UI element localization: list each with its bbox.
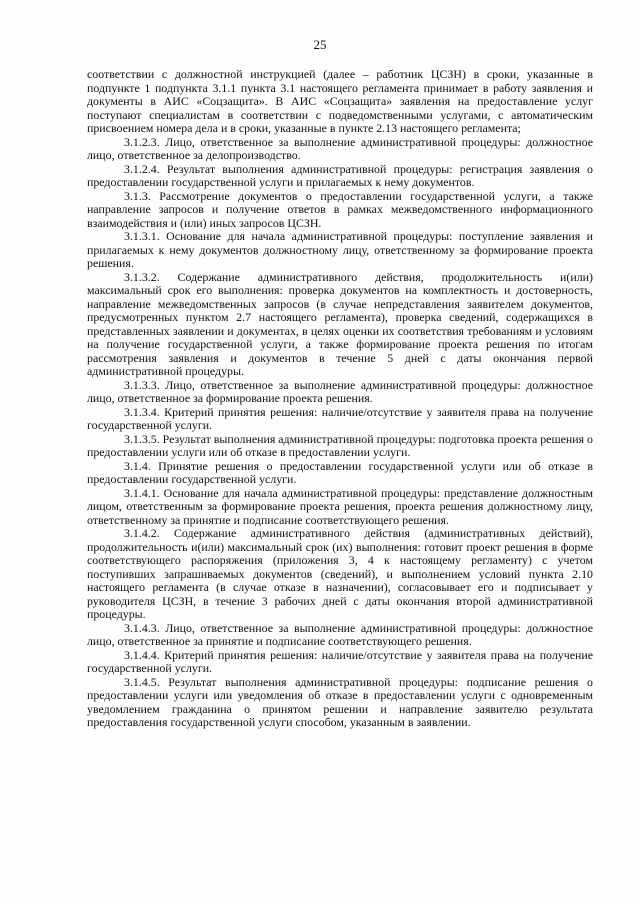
page-number: 25 xyxy=(313,37,327,52)
paragraph-3-1-4-4: 3.1.4.4. Критерий принятия решения: наличие/отсутствие у заявителя права на получение государственной услуги. xyxy=(87,647,593,675)
paragraph-3-1-3-5: 3.1.3.5. Результат выполнения административной процедуры: подготовка проекта решения о предоставлении услуги или об отказе в предоставлении услуги. xyxy=(87,431,594,459)
paragraph-3-1-3-2: 3.1.3.2. Содержание административного действия, продолжительность и(или) максимальный срок его выполнения: проверка документов на комплектность и достоверность, направление межведомственных запросов (в случае непредставления заявителем документов, предусмотренных пунктом 2.7 настоящего регламента), проверка сведений, содержащихся в представленных заявлении и документах, в целях оценки их соответствия требованиям и условиям на получение государственной услуги, а также формирование проекта решения по итогам рассмотрения заявления и документов в течение 5 дней с даты окончания первой административной процедуры. xyxy=(87,269,593,378)
paragraph-3-1-3-1: 3.1.3.1. Основание для начала административной процедуры: поступление заявления и прилагаемых к нему документов должностному лицу, ответственному за формирование проекта решения. xyxy=(87,229,593,270)
paragraph-3-1-2-3: 3.1.2.3. Лицо, ответственное за выполнение административной процедуры: должностное лицо, ответственное за делопроизводство. xyxy=(87,134,593,162)
paragraph-3-1-4-3: 3.1.4.3. Лицо, ответственное за выполнение административной процедуры: должностное лицо, ответственное за принятие и подписание соответствующего решения. xyxy=(87,620,593,648)
paragraph-3-1-4: 3.1.4. Принятие решения о предоставлении государственной услуги или об отказе в предоставлении государственной услуги. xyxy=(87,458,593,486)
paragraph-3-1-4-1: 3.1.4.1. Основание для начала административной процедуры: представление должностным лицом, ответственным за формирование проекта решения, проекта решения должностному лицу, ответственному за принятие и подписание соответствующего решения. xyxy=(87,485,593,527)
paragraph-3-1-3-3: 3.1.3.3. Лицо, ответственное за выполнение административной процедуры: должностное лицо, ответственное за формирование проекта решения. xyxy=(87,377,593,405)
paragraph-3-1-2-4: 3.1.2.4. Результат выполнения административной процедуры: регистрация заявления о предоставлении государственной услуги и прилагаемых к нему документов. xyxy=(87,161,593,189)
paragraph-3-1-4-2: 3.1.4.2. Содержание административного действия (административных действий), продолжительность и(или) максимальный срок (их) выполнения: готовит проект решения в форме соответствующего распоряжения (приложения 3, 4 к настоящему регламенту) с учетом поступивших запрашиваемых документов (сведений), и выполнением условий пункта 2.10 настоящего регламента (в случае отказе в назначении), согласовывает его и подписывает у руководителя ЦСЗН, в течение 3 рабочих дней с даты окончания второй административной процедуры. xyxy=(87,526,593,621)
paragraph-3-1-4-5: 3.1.4.5. Результат выполнения административной процедуры: подписание решения о предоставлении услуги или уведомления об отказе в предоставлении услуги с одновременным уведомлением гражданина о принятом решении и направление заявителю результата предоставления государственной услуги способом, указанным в заявлении. xyxy=(87,674,593,729)
paragraph-continuation: соответствии с должностной инструкцией (далее – работник ЦСЗН) в сроки, указанные в подпункте 1 подпункта 3.1.1 пункта 3.1 настоящего регламента принимает в работу заявления и документы в АИС «Соцзащита». В АИС «Соцзащита» заявления на предоставление услуг поступают специалистам в соответствии с подведомственными услугами, с автоматическим присвоением номера дела и в сроки, указанные в пункте 2.13 настоящего регламента; xyxy=(87,67,593,135)
body-text xyxy=(87,68,593,730)
paragraph-3-1-3-4: 3.1.3.4. Критерий принятия решения: наличие/отсутствие у заявителя права на получение государственной услуги. xyxy=(87,404,593,432)
paragraph-3-1-3: 3.1.3. Рассмотрение документов о предоставлении государственной услуги, а также направление запросов и получение ответов в рамках межведомственного информационного взаимодействия и (или) иных запросов ЦСЗН. xyxy=(87,188,593,230)
